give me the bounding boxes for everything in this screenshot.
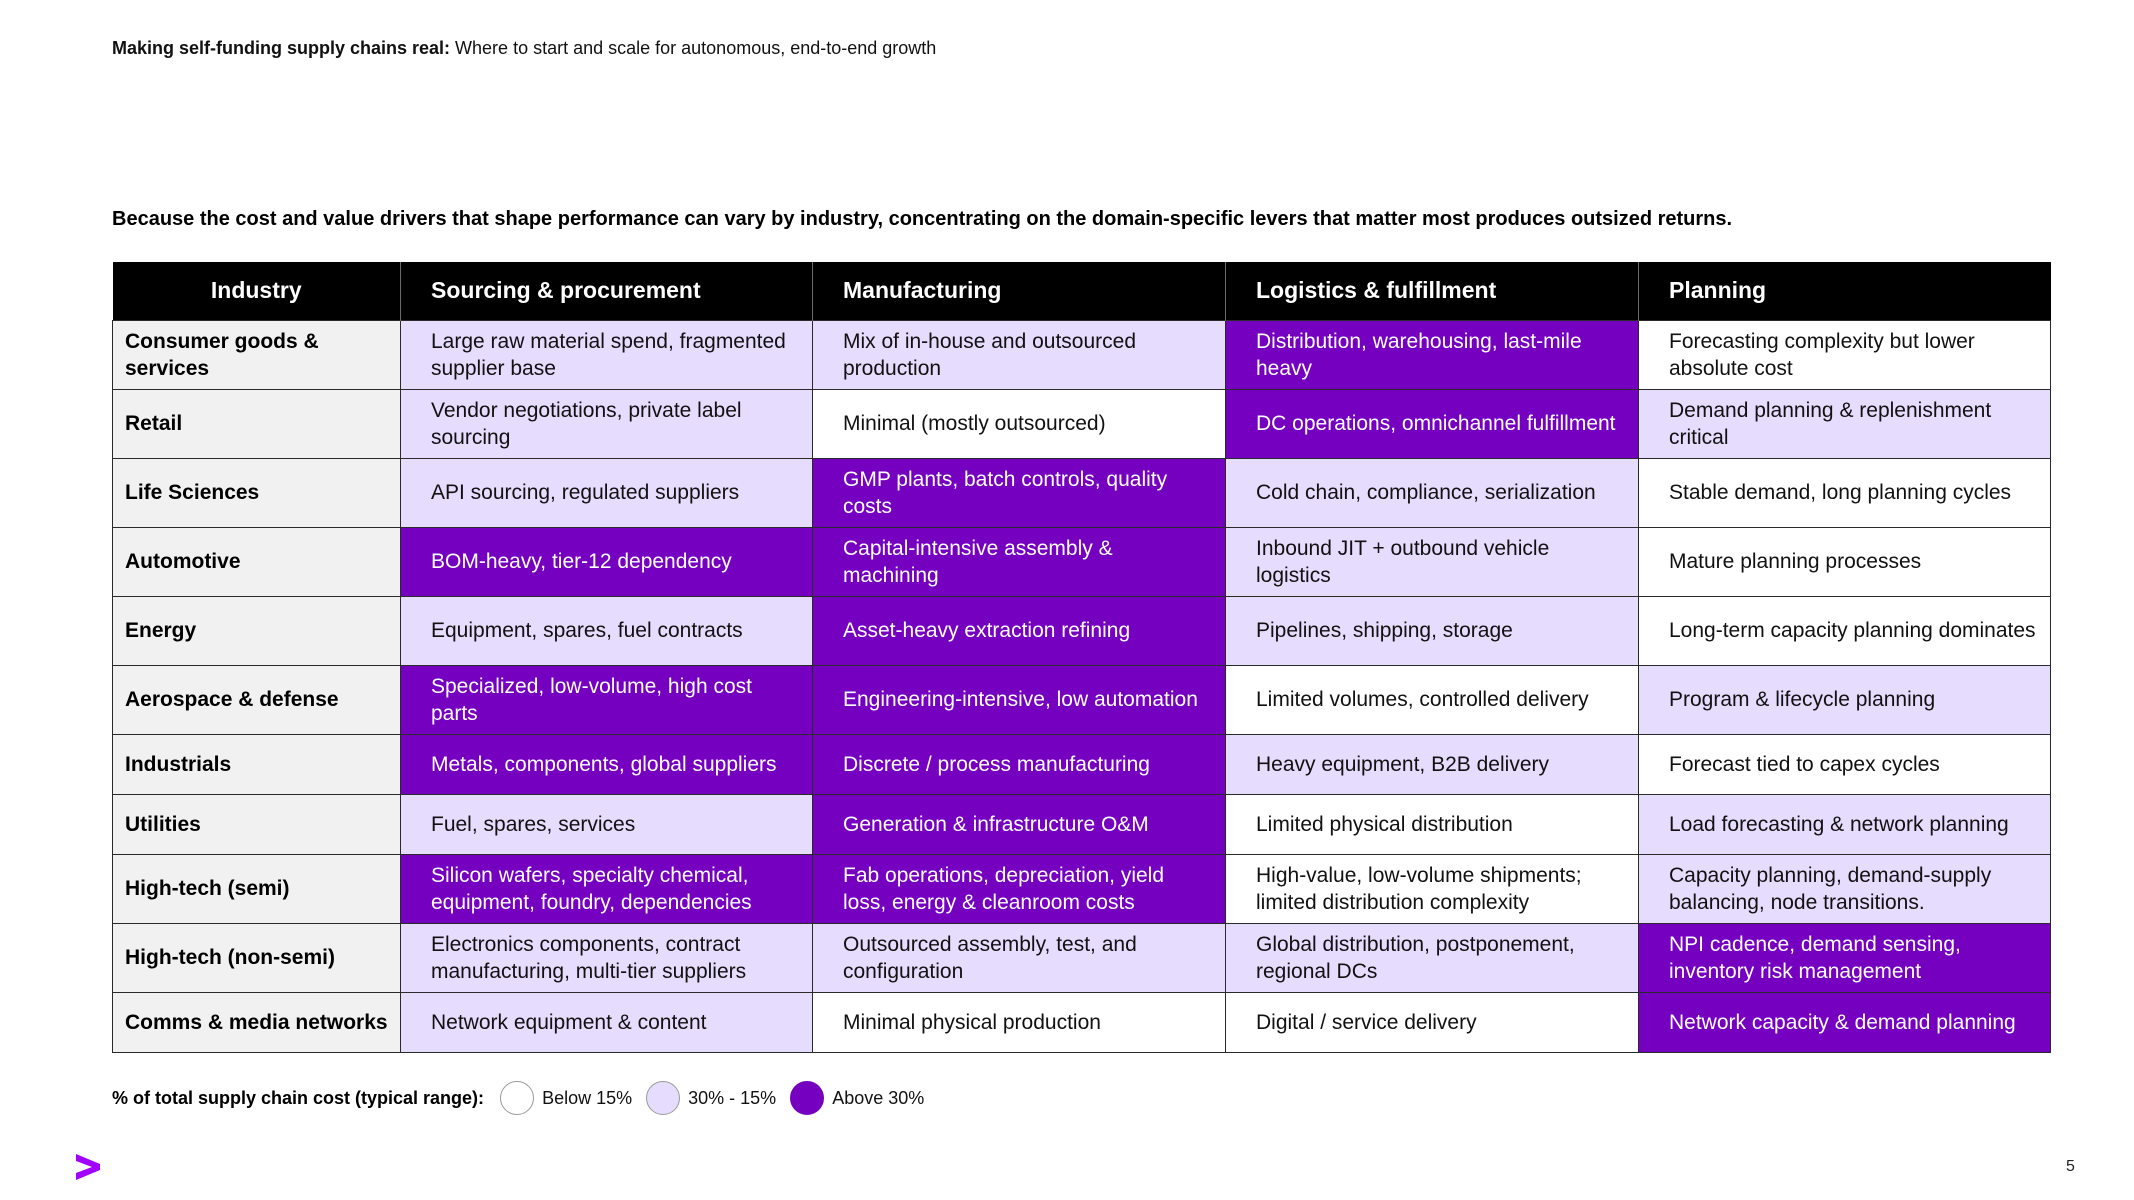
header-bold: Making self-funding supply chains real: (112, 38, 451, 58)
manufacturing-cell: Generation & infrastructure O&M (813, 794, 1226, 854)
sourcing-cell: Metals, components, global suppliers (401, 734, 813, 794)
logistics-cell: Pipelines, shipping, storage (1226, 596, 1639, 665)
legend-text-low: Below 15% (542, 1087, 633, 1108)
table-row (113, 854, 2051, 923)
logistics-cell: Cold chain, compliance, serialization (1226, 458, 1639, 527)
manufacturing-cell: Fab operations, depreciation, yield loss, energy & cleanroom costs (813, 854, 1226, 923)
industry-cost-table (112, 262, 2051, 1053)
industry-cell: High-tech (non-semi) (113, 923, 401, 992)
table-row (113, 458, 2051, 527)
header-rest: Where to start and scale for autonomous, end-to-end growth (450, 38, 937, 58)
table-row (113, 320, 2051, 389)
table-row (113, 596, 2051, 665)
planning-cell: Demand planning & replenishment critical (1639, 389, 2051, 458)
sourcing-cell: API sourcing, regulated suppliers (401, 458, 813, 527)
table-header-row (113, 262, 2051, 320)
header-manufacturing: Manufacturing (813, 262, 1226, 320)
planning-cell: Capacity planning, demand-supply balancing, node transitions. (1639, 854, 2051, 923)
manufacturing-cell: Minimal (mostly outsourced) (813, 389, 1226, 458)
planning-cell: Forecast tied to capex cycles (1639, 734, 2051, 794)
logistics-cell: High-value, low-volume shipments; limited distribution complexity (1226, 854, 1639, 923)
planning-cell: Forecasting complexity but lower absolute cost (1639, 320, 2051, 389)
industry-cell: Aerospace & defense (113, 665, 401, 734)
manufacturing-cell: GMP plants, batch controls, quality costs (813, 458, 1226, 527)
manufacturing-cell: Capital-intensive assembly & machining (813, 527, 1226, 596)
planning-cell: NPI cadence, demand sensing, inventory risk management (1639, 923, 2051, 992)
brand-chevron-icon (74, 1154, 102, 1180)
sourcing-cell: Vendor negotiations, private label sourcing (401, 389, 813, 458)
industry-cell: Automotive (113, 527, 401, 596)
intro-statement: Because the cost and value drivers that shape performance can vary by industry, concentrating on the domain-specific levers that matter most produces outsized returns. (112, 208, 1733, 230)
logistics-cell: Inbound JIT + outbound vehicle logistics (1226, 527, 1639, 596)
header-logistics: Logistics & fulfillment (1226, 262, 1639, 320)
sourcing-cell: Equipment, spares, fuel contracts (401, 596, 813, 665)
industry-cell: Consumer goods & services (113, 320, 401, 389)
page-number: 5 (2066, 1158, 2075, 1175)
sourcing-cell: Network equipment & content (401, 992, 813, 1052)
legend-text-high: Above 30% (832, 1087, 925, 1108)
table-row (113, 389, 2051, 458)
table-row (113, 923, 2051, 992)
legend-swatch-low (500, 1081, 534, 1115)
manufacturing-cell: Discrete / process manufacturing (813, 734, 1226, 794)
table-row (113, 734, 2051, 794)
header-planning: Planning (1639, 262, 2051, 320)
industry-cell: Utilities (113, 794, 401, 854)
logistics-cell: Heavy equipment, B2B delivery (1226, 734, 1639, 794)
industry-cell: Energy (113, 596, 401, 665)
manufacturing-cell: Mix of in-house and outsourced production (813, 320, 1226, 389)
legend-label: % of total supply chain cost (typical range): (112, 1087, 485, 1108)
legend-swatch-mid (646, 1081, 680, 1115)
sourcing-cell: BOM-heavy, tier-12 dependency (401, 527, 813, 596)
planning-cell: Mature planning processes (1639, 527, 2051, 596)
table-row (113, 794, 2051, 854)
industry-cell: High-tech (semi) (113, 854, 401, 923)
table-row (113, 992, 2051, 1052)
document-header (112, 38, 936, 59)
legend-swatch-high (790, 1081, 824, 1115)
industry-cell: Retail (113, 389, 401, 458)
planning-cell: Long-term capacity planning dominates (1639, 596, 2051, 665)
industry-cell: Life Sciences (113, 458, 401, 527)
logistics-cell: Limited physical distribution (1226, 794, 1639, 854)
planning-cell: Network capacity & demand planning (1639, 992, 2051, 1052)
logistics-cell: Global distribution, postponement, regional DCs (1226, 923, 1639, 992)
legend-text-mid: 30% - 15% (688, 1087, 777, 1108)
cost-legend (112, 1080, 938, 1116)
manufacturing-cell: Outsourced assembly, test, and configuration (813, 923, 1226, 992)
sourcing-cell: Fuel, spares, services (401, 794, 813, 854)
planning-cell: Program & lifecycle planning (1639, 665, 2051, 734)
header-sourcing: Sourcing & procurement (401, 262, 813, 320)
sourcing-cell: Specialized, low-volume, high cost parts (401, 665, 813, 734)
table-row (113, 665, 2051, 734)
sourcing-cell: Large raw material spend, fragmented supplier base (401, 320, 813, 389)
industry-cell: Comms & media networks (113, 992, 401, 1052)
logistics-cell: Digital / service delivery (1226, 992, 1639, 1052)
logistics-cell: Limited volumes, controlled delivery (1226, 665, 1639, 734)
planning-cell: Load forecasting & network planning (1639, 794, 2051, 854)
manufacturing-cell: Minimal physical production (813, 992, 1226, 1052)
manufacturing-cell: Asset-heavy extraction refining (813, 596, 1226, 665)
planning-cell: Stable demand, long planning cycles (1639, 458, 2051, 527)
logistics-cell: DC operations, omnichannel fulfillment (1226, 389, 1639, 458)
sourcing-cell: Silicon wafers, specialty chemical, equipment, foundry, dependencies (401, 854, 813, 923)
industry-cell: Industrials (113, 734, 401, 794)
header-industry: Industry (113, 262, 401, 320)
table-row (113, 527, 2051, 596)
sourcing-cell: Electronics components, contract manufacturing, multi-tier suppliers (401, 923, 813, 992)
logistics-cell: Distribution, warehousing, last-mile heavy (1226, 320, 1639, 389)
manufacturing-cell: Engineering-intensive, low automation (813, 665, 1226, 734)
